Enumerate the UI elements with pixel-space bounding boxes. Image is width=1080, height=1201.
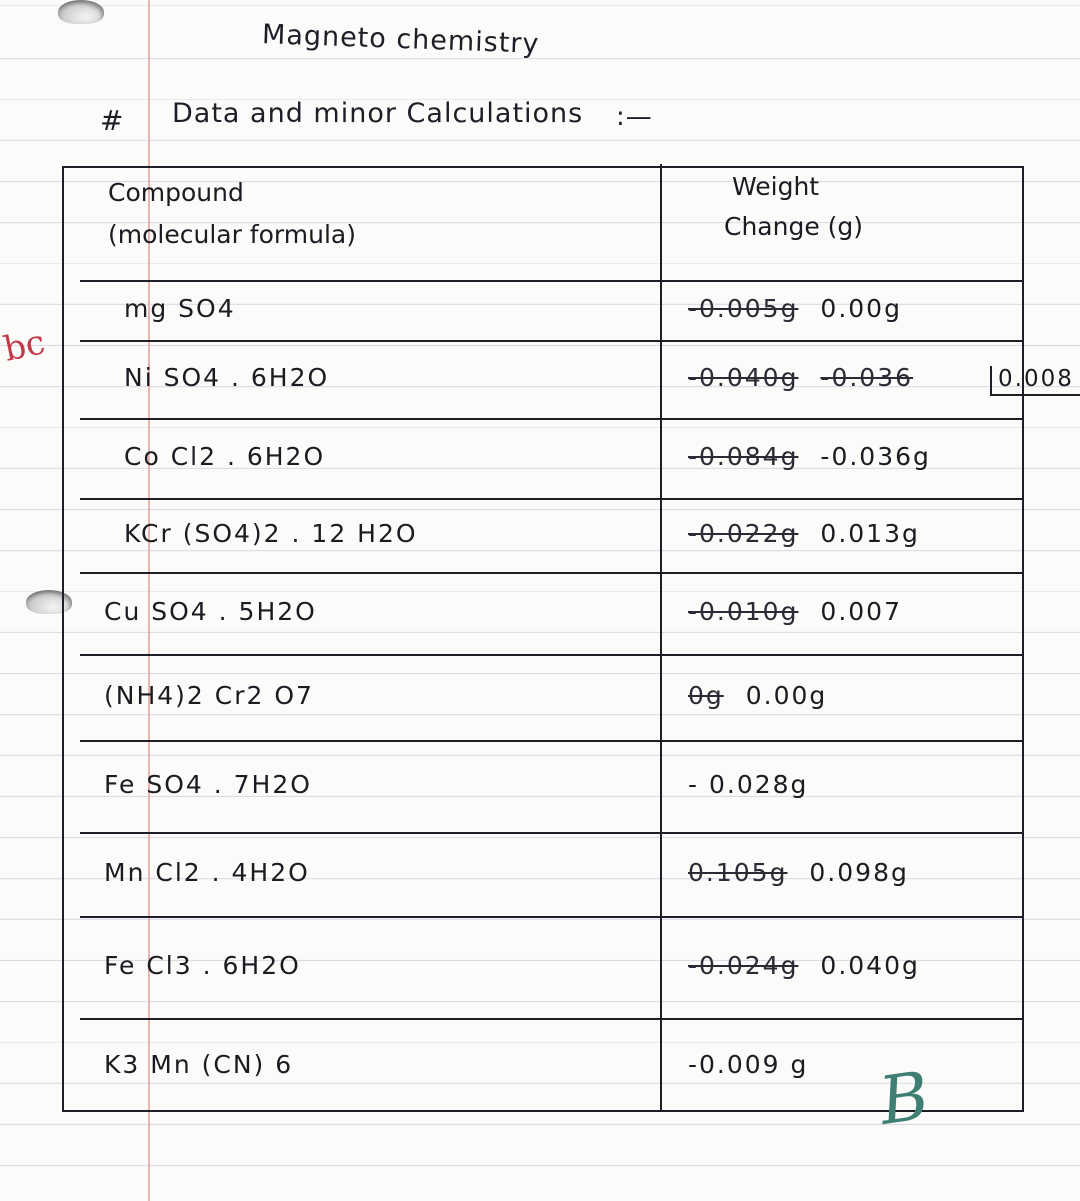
- compound-cell: Fe Cl3 . 6H2O: [104, 951, 301, 980]
- weight-header-line1: Weight: [732, 172, 820, 201]
- final-value: 0.007: [820, 597, 902, 626]
- final-value: 0.013g: [820, 519, 920, 548]
- row-divider: [80, 916, 1022, 918]
- punch-hole-top: [58, 0, 104, 24]
- weight-cell: [688, 770, 808, 799]
- compound-header-line2: (molecular formula): [108, 220, 356, 249]
- row-divider: [80, 654, 1022, 656]
- weight-cell: [688, 442, 931, 471]
- weight-header-line2: Change (g): [724, 212, 864, 241]
- row-divider: [80, 1018, 1022, 1020]
- compound-header-line1: Compound: [108, 178, 244, 207]
- weight-cell: [688, 681, 827, 710]
- final-value: 0.098g: [809, 858, 909, 887]
- compound-cell: Co Cl2 . 6H2O: [124, 442, 326, 471]
- crossed-out-value: -0.005g: [688, 294, 799, 323]
- final-value: 0.00g: [745, 681, 828, 710]
- crossed-out-value: -0.040g: [688, 363, 799, 392]
- heading-marker: #: [100, 104, 125, 137]
- crossed-out-value: 0g: [688, 681, 724, 710]
- compound-cell: K3 Mn (CN) 6: [104, 1050, 294, 1079]
- weight-cell: [688, 858, 909, 887]
- row-divider: [80, 340, 1022, 342]
- row-divider: [80, 418, 1022, 420]
- row-divider: [80, 740, 1022, 742]
- compound-cell: Mn Cl2 . 4H2O: [104, 858, 310, 887]
- weight-cell: [688, 1050, 808, 1079]
- heading-suffix: :—: [616, 102, 653, 132]
- section-heading: Data and minor Calculations: [172, 98, 584, 129]
- weight-cell: [688, 363, 925, 392]
- side-note-value: 0.008: [998, 366, 1074, 392]
- row-divider: [80, 498, 1022, 500]
- compound-cell: Fe SO4 . 7H2O: [104, 770, 312, 799]
- final-value: -0.036g: [820, 442, 931, 471]
- final-value: - 0.028g: [688, 770, 809, 799]
- crossed-out-value: -0.036: [820, 363, 914, 392]
- weight-cell: [688, 597, 902, 626]
- compound-cell: Ni SO4 . 6H2O: [124, 363, 330, 392]
- data-table: [62, 166, 1024, 1112]
- compound-cell: (NH4)2 Cr2 O7: [104, 681, 314, 710]
- column-divider: [660, 164, 662, 1110]
- final-value: -0.009 g: [688, 1050, 809, 1079]
- page-title: Magneto chemistry: [261, 19, 540, 60]
- side-note-box: [990, 366, 1080, 396]
- row-divider: [80, 832, 1022, 834]
- final-value: 0.040g: [820, 951, 920, 980]
- row-divider: [80, 572, 1022, 574]
- weight-cell: [688, 519, 920, 548]
- crossed-out-value: -0.024g: [688, 951, 799, 980]
- compound-cell: KCr (SO4)2 . 12 H2O: [124, 519, 418, 548]
- crossed-out-value: -0.022g: [688, 519, 799, 548]
- crossed-out-value: -0.084g: [688, 442, 799, 471]
- final-value: 0.00g: [820, 294, 902, 323]
- compound-cell: mg SO4: [124, 294, 236, 323]
- compound-cell: Cu SO4 . 5H2O: [104, 597, 317, 626]
- crossed-out-value: -0.010g: [688, 597, 799, 626]
- crossed-out-value: 0.105g: [688, 858, 788, 887]
- row-divider: [80, 280, 1022, 282]
- grade-mark: B: [874, 1056, 934, 1141]
- weight-cell: [688, 951, 920, 980]
- margin-note: bc: [0, 322, 49, 370]
- weight-cell: [688, 294, 902, 323]
